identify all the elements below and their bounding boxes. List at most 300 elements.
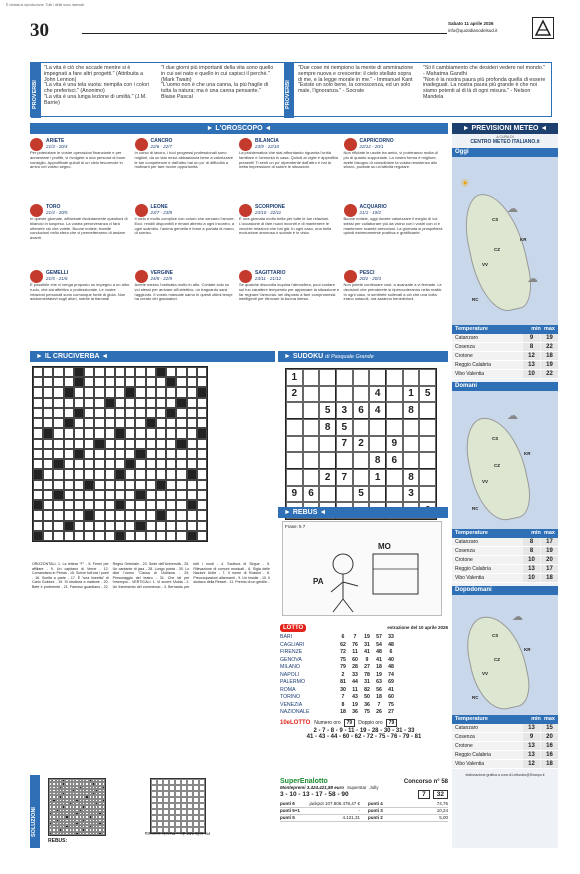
crossword-cell[interactable]	[94, 469, 104, 479]
crossword-cell[interactable]	[105, 418, 115, 428]
crossword-cell[interactable]	[94, 428, 104, 438]
crossword-cell[interactable]	[105, 469, 115, 479]
sudoku-cell[interactable]	[386, 369, 403, 386]
crossword-cell[interactable]	[197, 500, 207, 510]
crossword-cell[interactable]	[33, 367, 43, 377]
crossword-cell[interactable]	[156, 459, 166, 469]
crossword-cell[interactable]	[135, 408, 145, 418]
crossword-cell[interactable]	[64, 531, 74, 541]
crossword-cell[interactable]	[156, 531, 166, 541]
crossword-cell[interactable]	[146, 531, 156, 541]
crossword-cell[interactable]	[125, 367, 135, 377]
sudoku-cell[interactable]	[386, 469, 403, 486]
sudoku-cell[interactable]	[403, 436, 420, 453]
crossword-cell[interactable]	[43, 521, 53, 531]
crossword-cell[interactable]	[156, 439, 166, 449]
crossword-cell[interactable]	[43, 459, 53, 469]
crossword-cell[interactable]	[33, 521, 43, 531]
crossword-cell[interactable]	[166, 439, 176, 449]
crossword-cell[interactable]	[135, 531, 145, 541]
crossword-cell[interactable]	[135, 500, 145, 510]
crossword-cell[interactable]	[74, 418, 84, 428]
sudoku-cell[interactable]	[369, 369, 386, 386]
crossword-cell[interactable]	[53, 398, 63, 408]
sudoku-cell[interactable]	[353, 419, 370, 436]
crossword-cell[interactable]	[84, 439, 94, 449]
crossword-cell[interactable]	[176, 459, 186, 469]
crossword-cell[interactable]	[125, 510, 135, 520]
crossword-cell[interactable]	[43, 367, 53, 377]
crossword-cell[interactable]	[64, 428, 74, 438]
crossword-cell[interactable]	[146, 428, 156, 438]
crossword-cell[interactable]	[84, 408, 94, 418]
crossword-cell[interactable]	[115, 459, 125, 469]
crossword-cell[interactable]	[176, 387, 186, 397]
crossword-cell[interactable]	[146, 510, 156, 520]
crossword-cell[interactable]	[94, 408, 104, 418]
crossword-cell[interactable]	[53, 480, 63, 490]
sudoku-cell[interactable]	[369, 419, 386, 436]
crossword-cell[interactable]	[64, 510, 74, 520]
sudoku-cell[interactable]	[336, 369, 353, 386]
crossword-cell[interactable]	[187, 510, 197, 520]
crossword-cell[interactable]	[74, 439, 84, 449]
crossword-cell[interactable]	[105, 408, 115, 418]
crossword-cell[interactable]	[187, 387, 197, 397]
crossword-cell[interactable]	[146, 367, 156, 377]
crossword-cell[interactable]	[74, 387, 84, 397]
crossword-cell[interactable]	[53, 449, 63, 459]
crossword-cell[interactable]	[53, 500, 63, 510]
crossword-cell[interactable]	[53, 521, 63, 531]
crossword-cell[interactable]	[156, 428, 166, 438]
crossword-cell[interactable]	[135, 387, 145, 397]
crossword-cell[interactable]	[166, 490, 176, 500]
crossword-cell[interactable]	[125, 408, 135, 418]
crossword-cell[interactable]	[64, 377, 74, 387]
crossword-cell[interactable]	[125, 449, 135, 459]
crossword-cell[interactable]	[115, 387, 125, 397]
crossword-cell[interactable]	[146, 521, 156, 531]
crossword-cell[interactable]	[74, 428, 84, 438]
crossword-cell[interactable]	[74, 521, 84, 531]
crossword-cell[interactable]	[115, 490, 125, 500]
crossword-cell[interactable]	[43, 439, 53, 449]
crossword-cell[interactable]	[74, 480, 84, 490]
crossword-cell[interactable]	[197, 459, 207, 469]
crossword-cell[interactable]	[166, 428, 176, 438]
crossword-cell[interactable]	[105, 387, 115, 397]
crossword-cell[interactable]	[94, 500, 104, 510]
crossword-cell[interactable]	[43, 408, 53, 418]
crossword-cell[interactable]	[187, 439, 197, 449]
crossword-cell[interactable]	[125, 480, 135, 490]
crossword-cell[interactable]	[176, 449, 186, 459]
crossword-cell[interactable]	[33, 408, 43, 418]
crossword-cell[interactable]	[105, 367, 115, 377]
sudoku-cell[interactable]	[303, 436, 320, 453]
crossword-cell[interactable]	[156, 521, 166, 531]
crossword-cell[interactable]	[105, 490, 115, 500]
sudoku-cell[interactable]	[286, 436, 303, 453]
crossword-cell[interactable]	[166, 418, 176, 428]
crossword-cell[interactable]	[43, 510, 53, 520]
sudoku-cell[interactable]	[303, 469, 320, 486]
crossword-cell[interactable]	[64, 398, 74, 408]
crossword-cell[interactable]	[125, 377, 135, 387]
crossword-cell[interactable]	[187, 418, 197, 428]
crossword-cell[interactable]	[135, 418, 145, 428]
crossword-cell[interactable]	[166, 510, 176, 520]
crossword-cell[interactable]	[166, 531, 176, 541]
crossword-cell[interactable]	[33, 418, 43, 428]
crossword-cell[interactable]	[64, 469, 74, 479]
crossword-cell[interactable]	[125, 469, 135, 479]
crossword-cell[interactable]	[146, 387, 156, 397]
sudoku-cell[interactable]	[319, 452, 336, 469]
crossword-cell[interactable]	[156, 418, 166, 428]
crossword-cell[interactable]	[197, 418, 207, 428]
crossword-cell[interactable]	[53, 469, 63, 479]
crossword-cell[interactable]	[197, 490, 207, 500]
sudoku-cell[interactable]	[386, 419, 403, 436]
crossword-cell[interactable]	[176, 510, 186, 520]
crossword-cell[interactable]	[146, 459, 156, 469]
crossword-cell[interactable]	[94, 510, 104, 520]
crossword-cell[interactable]	[135, 367, 145, 377]
crossword-cell[interactable]	[125, 428, 135, 438]
sudoku-cell[interactable]	[319, 436, 336, 453]
crossword-cell[interactable]	[115, 480, 125, 490]
crossword-cell[interactable]	[166, 367, 176, 377]
crossword-cell[interactable]	[74, 459, 84, 469]
crossword-cell[interactable]	[94, 480, 104, 490]
sudoku-cell[interactable]	[303, 402, 320, 419]
crossword-cell[interactable]	[84, 449, 94, 459]
crossword-cell[interactable]	[135, 398, 145, 408]
crossword-cell[interactable]	[84, 387, 94, 397]
crossword-cell[interactable]	[197, 367, 207, 377]
sudoku-cell[interactable]	[403, 369, 420, 386]
crossword-cell[interactable]	[115, 510, 125, 520]
proverbi-sidebar-left	[31, 63, 41, 118]
crossword-cell[interactable]	[125, 398, 135, 408]
crossword-cell[interactable]	[166, 500, 176, 510]
crossword-cell[interactable]	[53, 408, 63, 418]
crossword-cell[interactable]	[146, 408, 156, 418]
crossword-cell[interactable]	[105, 459, 115, 469]
crossword-cell[interactable]	[166, 398, 176, 408]
sudoku-cell[interactable]	[419, 452, 436, 469]
crossword-cell[interactable]	[115, 521, 125, 531]
crossword-cell[interactable]	[115, 367, 125, 377]
sudoku-cell[interactable]	[336, 452, 353, 469]
cruciverba-grid[interactable]	[32, 366, 208, 542]
crossword-cell[interactable]	[43, 500, 53, 510]
crossword-cell[interactable]	[105, 439, 115, 449]
crossword-cell[interactable]	[176, 377, 186, 387]
crossword-cell[interactable]	[105, 377, 115, 387]
crossword-cell[interactable]	[105, 449, 115, 459]
crossword-cell[interactable]	[33, 439, 43, 449]
crossword-cell[interactable]	[125, 490, 135, 500]
crossword-cell[interactable]	[94, 398, 104, 408]
crossword-cell[interactable]	[43, 490, 53, 500]
sudoku-cell[interactable]	[386, 486, 403, 503]
crossword-cell[interactable]	[156, 500, 166, 510]
sudoku-cell[interactable]	[303, 452, 320, 469]
sudoku-cell[interactable]	[419, 419, 436, 436]
crossword-cell[interactable]	[125, 521, 135, 531]
crossword-cell[interactable]	[43, 418, 53, 428]
crossword-cell[interactable]	[187, 459, 197, 469]
crossword-cell[interactable]	[33, 449, 43, 459]
crossword-cell[interactable]	[176, 367, 186, 377]
crossword-cell[interactable]	[105, 521, 115, 531]
crossword-cell[interactable]	[176, 408, 186, 418]
crossword-cell[interactable]	[64, 449, 74, 459]
sudoku-cell[interactable]	[419, 402, 436, 419]
crossword-cell[interactable]	[135, 459, 145, 469]
crossword-cell[interactable]	[166, 469, 176, 479]
crossword-cell[interactable]	[94, 377, 104, 387]
crossword-cell[interactable]	[43, 480, 53, 490]
crossword-cell[interactable]	[74, 531, 84, 541]
crossword-cell[interactable]	[53, 439, 63, 449]
sudoku-cell[interactable]	[419, 486, 436, 503]
sudoku-cell[interactable]	[319, 486, 336, 503]
crossword-cell[interactable]	[156, 377, 166, 387]
crossword-cell[interactable]	[135, 480, 145, 490]
crossword-cell[interactable]	[84, 428, 94, 438]
crossword-cell[interactable]	[94, 367, 104, 377]
crossword-cell[interactable]	[74, 510, 84, 520]
crossword-cell[interactable]	[105, 480, 115, 490]
crossword-cell[interactable]	[197, 531, 207, 541]
crossword-cell[interactable]	[84, 521, 94, 531]
crossword-cell[interactable]	[135, 439, 145, 449]
sudoku-cell[interactable]	[403, 452, 420, 469]
crossword-cell[interactable]	[64, 408, 74, 418]
crossword-cell[interactable]	[197, 480, 207, 490]
crossword-cell[interactable]	[176, 490, 186, 500]
crossword-cell[interactable]	[166, 449, 176, 459]
crossword-cell[interactable]	[135, 469, 145, 479]
crossword-cell[interactable]	[84, 398, 94, 408]
crossword-cell[interactable]	[135, 428, 145, 438]
crossword-cell[interactable]	[64, 459, 74, 469]
crossword-cell[interactable]	[84, 500, 94, 510]
crossword-cell[interactable]	[187, 428, 197, 438]
crossword-cell[interactable]	[187, 367, 197, 377]
crossword-cell[interactable]	[156, 490, 166, 500]
crossword-cell[interactable]	[115, 449, 125, 459]
crossword-cell[interactable]	[115, 377, 125, 387]
sudoku-cell[interactable]	[369, 486, 386, 503]
crossword-cell[interactable]	[187, 449, 197, 459]
crossword-cell[interactable]	[84, 531, 94, 541]
crossword-cell[interactable]	[94, 521, 104, 531]
crossword-cell[interactable]	[146, 439, 156, 449]
sudoku-cell[interactable]	[386, 386, 403, 403]
crossword-cell[interactable]	[94, 531, 104, 541]
sudoku-cell[interactable]	[286, 402, 303, 419]
sudoku-cell[interactable]	[286, 469, 303, 486]
crossword-cell[interactable]	[53, 418, 63, 428]
crossword-cell[interactable]	[33, 480, 43, 490]
crossword-cell[interactable]	[64, 500, 74, 510]
crossword-cell[interactable]	[53, 367, 63, 377]
crossword-cell[interactable]	[53, 387, 63, 397]
crossword-cell[interactable]	[53, 531, 63, 541]
crossword-cell[interactable]	[115, 439, 125, 449]
sudoku-cell[interactable]	[353, 386, 370, 403]
crossword-cell[interactable]	[43, 531, 53, 541]
crossword-cell[interactable]	[125, 439, 135, 449]
crossword-cell[interactable]	[94, 418, 104, 428]
sudoku-cell[interactable]	[319, 386, 336, 403]
crossword-cell[interactable]	[84, 469, 94, 479]
crossword-cell[interactable]	[135, 510, 145, 520]
crossword-cell[interactable]	[176, 480, 186, 490]
crossword-cell[interactable]	[64, 490, 74, 500]
crossword-cell[interactable]	[43, 449, 53, 459]
crossword-cell[interactable]	[94, 490, 104, 500]
crossword-cell[interactable]	[176, 469, 186, 479]
crossword-cell[interactable]	[176, 418, 186, 428]
crossword-cell[interactable]	[187, 398, 197, 408]
crossword-cell[interactable]	[125, 418, 135, 428]
crossword-cell[interactable]	[33, 377, 43, 387]
crossword-cell[interactable]	[105, 428, 115, 438]
crossword-cell[interactable]	[115, 398, 125, 408]
crossword-cell[interactable]	[74, 490, 84, 500]
crossword-cell[interactable]	[156, 408, 166, 418]
sudoku-cell[interactable]	[369, 436, 386, 453]
crossword-cell[interactable]	[64, 480, 74, 490]
crossword-cell[interactable]	[156, 398, 166, 408]
crossword-cell[interactable]	[146, 480, 156, 490]
sudoku-grid[interactable]	[285, 368, 437, 520]
sudoku-cell[interactable]	[419, 369, 436, 386]
crossword-cell[interactable]	[197, 439, 207, 449]
crossword-cell[interactable]	[156, 387, 166, 397]
crossword-cell[interactable]	[187, 480, 197, 490]
sudoku-cell[interactable]	[353, 452, 370, 469]
crossword-cell[interactable]	[166, 459, 176, 469]
crossword-cell[interactable]	[146, 398, 156, 408]
crossword-cell[interactable]	[135, 377, 145, 387]
crossword-cell[interactable]	[125, 500, 135, 510]
crossword-cell[interactable]	[197, 398, 207, 408]
sudoku-cell[interactable]	[419, 469, 436, 486]
crossword-cell[interactable]	[43, 398, 53, 408]
crossword-cell[interactable]	[43, 377, 53, 387]
crossword-cell[interactable]	[33, 387, 43, 397]
crossword-cell[interactable]	[33, 490, 43, 500]
crossword-cell[interactable]	[84, 418, 94, 428]
crossword-cell[interactable]	[64, 367, 74, 377]
sudoku-cell[interactable]	[319, 369, 336, 386]
crossword-cell[interactable]	[197, 469, 207, 479]
sudoku-cell[interactable]	[336, 386, 353, 403]
crossword-cell[interactable]	[187, 521, 197, 531]
crossword-cell[interactable]	[33, 398, 43, 408]
crossword-cell[interactable]	[53, 428, 63, 438]
crossword-cell[interactable]	[84, 490, 94, 500]
crossword-cell[interactable]	[74, 398, 84, 408]
crossword-cell[interactable]	[53, 510, 63, 520]
crossword-cell[interactable]	[146, 449, 156, 459]
crossword-cell[interactable]	[197, 521, 207, 531]
crossword-cell[interactable]	[176, 500, 186, 510]
crossword-cell[interactable]	[33, 459, 43, 469]
crossword-cell[interactable]	[156, 449, 166, 459]
crossword-cell[interactable]	[176, 531, 186, 541]
sudoku-cell[interactable]	[403, 419, 420, 436]
sudoku-cell[interactable]	[386, 402, 403, 419]
crossword-cell[interactable]	[166, 480, 176, 490]
crossword-cell[interactable]	[105, 531, 115, 541]
sudoku-cell[interactable]	[303, 386, 320, 403]
crossword-cell[interactable]	[53, 377, 63, 387]
sudoku-cell[interactable]	[286, 452, 303, 469]
sudoku-cell[interactable]	[353, 469, 370, 486]
crossword-cell[interactable]	[146, 469, 156, 479]
sudoku-cell[interactable]	[419, 436, 436, 453]
crossword-cell[interactable]	[187, 408, 197, 418]
crossword-cell[interactable]	[84, 377, 94, 387]
crossword-cell[interactable]	[74, 500, 84, 510]
sudoku-cell[interactable]	[303, 369, 320, 386]
crossword-cell[interactable]	[176, 521, 186, 531]
sudoku-cell[interactable]	[336, 486, 353, 503]
crossword-cell[interactable]	[94, 387, 104, 397]
sudoku-cell[interactable]	[286, 419, 303, 436]
crossword-cell[interactable]	[187, 377, 197, 387]
crossword-cell[interactable]	[43, 469, 53, 479]
crossword-cell[interactable]	[105, 510, 115, 520]
sudoku-cell[interactable]	[353, 369, 370, 386]
crossword-cell[interactable]	[197, 377, 207, 387]
crossword-cell[interactable]	[146, 377, 156, 387]
crossword-cell[interactable]	[166, 387, 176, 397]
crossword-cell[interactable]	[74, 469, 84, 479]
crossword-cell[interactable]	[156, 469, 166, 479]
crossword-cell[interactable]	[84, 459, 94, 469]
crossword-cell[interactable]	[33, 510, 43, 520]
crossword-cell[interactable]	[84, 367, 94, 377]
crossword-cell[interactable]	[197, 510, 207, 520]
crossword-cell[interactable]	[125, 531, 135, 541]
crossword-cell[interactable]	[105, 500, 115, 510]
crossword-cell[interactable]	[115, 418, 125, 428]
crossword-cell[interactable]	[146, 490, 156, 500]
crossword-cell[interactable]	[94, 459, 104, 469]
crossword-cell[interactable]	[43, 387, 53, 397]
crossword-cell[interactable]	[115, 408, 125, 418]
crossword-cell[interactable]	[33, 428, 43, 438]
crossword-cell[interactable]	[197, 449, 207, 459]
crossword-cell[interactable]	[197, 408, 207, 418]
sudoku-cell[interactable]	[303, 419, 320, 436]
crossword-cell[interactable]	[64, 439, 74, 449]
crossword-cell[interactable]	[166, 521, 176, 531]
crossword-cell[interactable]	[176, 428, 186, 438]
crossword-cell[interactable]	[94, 449, 104, 459]
crossword-cell[interactable]	[146, 500, 156, 510]
crossword-cell[interactable]	[187, 490, 197, 500]
